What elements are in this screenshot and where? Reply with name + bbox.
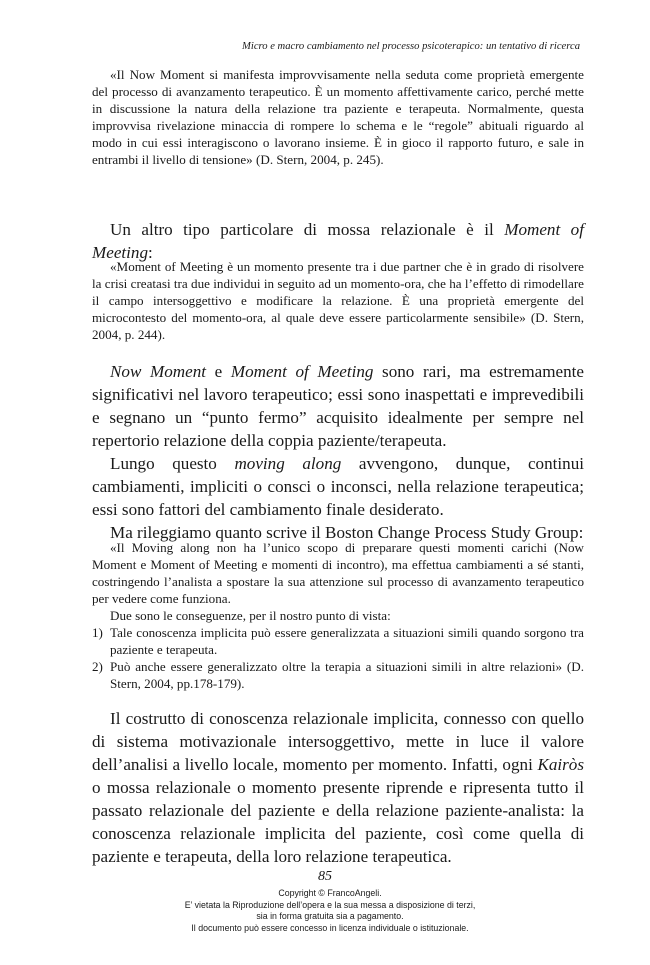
list-item — [92, 624, 584, 658]
list-text: Tale conoscenza implicita può essere generalizzata a situazioni simili quando sorgono tra paziente e terapeuta. — [110, 625, 584, 657]
paragraph-text: sono rari, ma estremamente significativi nel lavoro terapeutico; essi sono inaspettati e imprevedibili e segnano un “punto fermo” acquisito idealmente per sempre nel repertorio relazione della coppia paziente/terapeuta. — [92, 362, 585, 450]
quote-text: «Il Now Moment si manifesta improvvisamente nella seduta come proprietà emergente del processo di avanzamento terapeutico. È un momento affettivamente carico, perché mette in discussione la natura della relazione tra paziente e terapeuta. Normalmente, questa improvvisa rivelazione minaccia di rompere lo schema e le “regole” abituali riguardo al modo in cui essi interagiscono o lavorano insieme. È in gioco il rapporto futuro, e sale in entrambi il livello di tensione» (D. Stern, 2004, p. 245). — [92, 67, 584, 167]
italic-term: Moment of Meeting — [92, 220, 584, 262]
page-number: 85 — [318, 869, 332, 884]
block-quote-moving-along — [92, 539, 584, 692]
copyright-footer — [120, 888, 540, 934]
footer-line: Il documento può essere concesso in licenza individuale o istituzionale. — [191, 922, 469, 933]
body-paragraphs-middle — [92, 360, 584, 544]
paragraph-text: Un altro tipo particolare di mossa relazionale è il — [110, 220, 505, 239]
italic-term: moving along — [234, 454, 342, 473]
italic-term: Kairòs — [537, 755, 584, 774]
quote-text: «Il Moving along non ha l’unico scopo di preparare questi momenti carichi (Now Moment e Moment of Meeting e momenti di incontro), ma effettua cambiamenti a sé stanti, costringendo l’analista a spostare la sua attenzione sul processo di avanzamento terapeutico per vedere come funziona. — [92, 540, 584, 606]
body-paragraph-moving-along: Lungo questo moving along avvengono, dunque, continui cambiamenti, impliciti o consci o inconsci, nella relazione terapeutica; essi sono fattori del cambiamento finale desiderato. — [92, 454, 584, 519]
running-header: Micro e macro cambiamento nel processo psicoterapico: un tentativo di ricerca — [242, 41, 580, 52]
list-number: 1) — [92, 625, 103, 640]
italic-term: Now Moment — [110, 362, 206, 381]
footer-line: E’ vietata la Riproduzione dell’opera e la sua messa a disposizione di terzi, — [184, 899, 476, 910]
block-quote-now-moment — [92, 66, 584, 168]
paragraph-punctuation: : — [148, 243, 153, 262]
paragraph-text: avvengono, dunque, continui cambiamenti, impliciti o consci o inconsci, nella relazione terapeutica; essi sono fattori del cambiamento finale desiderato. — [92, 454, 584, 519]
list-number: 2) — [92, 659, 103, 674]
block-quote-moment-of-meeting — [92, 258, 584, 343]
footer-line: sia in forma gratuita sia a pagamento. — [256, 911, 404, 922]
body-paragraph-boston-group: Ma rileggiamo quanto scrive il Boston Change Process Study Group: — [110, 523, 584, 542]
body-paragraph-kairos: Il costrutto di conoscenza relazionale implicita, connesso con quello di sistema motivazionale intersoggettivo, mette in luce il valore dell’analisi a livello locale, momento per momento. Infatti, ogni Kairòs o mossa relazionale o momento presente riprende e ripresenta tutto il passato relazionale del paziente e della relazione paziente-analista: la conoscenza relazionale implicita del paziente, così come quella di paziente e terapeuta, della loro relazione terapeutica. — [92, 709, 584, 866]
body-paragraph-now-moment: Now Moment e Moment of Meeting sono rari, ma estremamente significativi nel lavoro terapeutico; essi sono inaspettati e imprevedibili e segnano un “punto fermo” acquisito idealmente per sempre nel repertorio relazione della coppia paziente/terapeuta. — [92, 362, 585, 450]
quote-text: «Moment of Meeting è un momento presente tra i due partner che è in grado di risolvere la crisi creatasi tra due individui in seguito ad un momento-ora, che ha l’effetto di rimodellare il campo intersoggettivo e modificare la relazione. È una proprietà emergente del microcontesto del momento-ora, al quale deve essere particolarmente sensibile» (D. Stern, 2004, p. 244). — [92, 259, 584, 342]
footer-line: Copyright © FrancoAngeli. — [278, 888, 382, 898]
italic-term: Moment of Meeting — [230, 362, 374, 381]
list-item — [92, 658, 584, 692]
quote-lead: Due sono le conseguenze, per il nostro punto di vista: — [110, 608, 391, 623]
paragraph-text: o mossa relazionale o momento presente riprende e ripresenta tutto il passato relazionale del paziente e della relazione paziente-analista: la conoscenza relazionale implicita del paziente, così come quella di paziente e terapeuta, della loro relazione terapeutica. — [92, 778, 584, 866]
list-text: Può anche essere generalizzato oltre la terapia a situazioni simili in altre relazioni» (D. Stern, 2004, pp.178-179). — [110, 659, 584, 691]
